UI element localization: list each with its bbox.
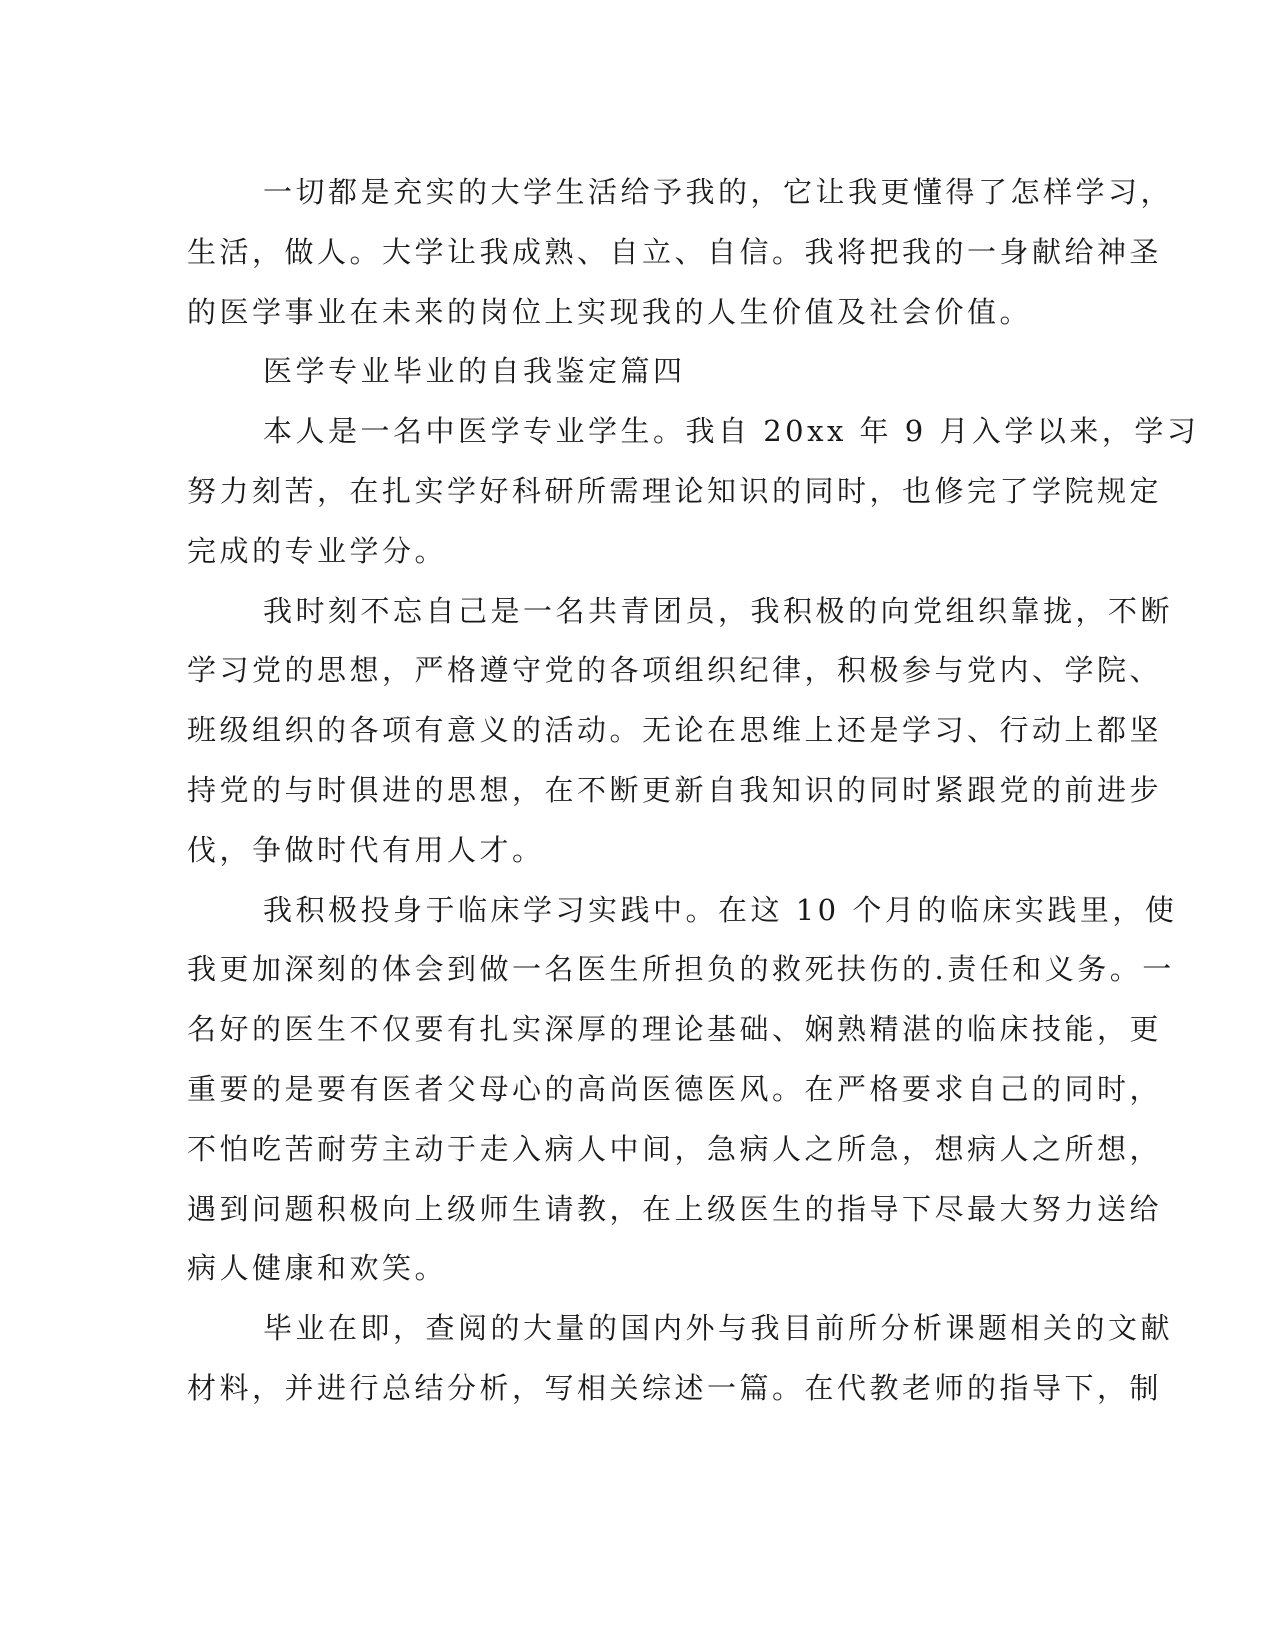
text-line: 努力刻苦，在扎实学好科研所需理论知识的同时，也修完了学院规定 <box>187 473 1163 508</box>
text-line: 材料，并进行总结分析，写相关综述一篇。在代教老师的指导下，制 <box>187 1370 1163 1405</box>
text-line: 遇到问题积极向上级师生请教，在上级医生的指导下尽最大努力送给 <box>187 1191 1163 1226</box>
text-line: 我积极投身于临床学习实践中。在这 10 个月的临床实践里，使 <box>263 892 1178 927</box>
text-line: 持党的与时俱进的思想，在不断更新自我知识的同时紧跟党的前进步 <box>187 772 1163 807</box>
text-line: 我时刻不忘自己是一名共青团员，我积极的向党组织靠拢，不断 <box>263 593 1174 628</box>
text-line: 重要的是要有医者父母心的高尚医德医风。在严格要求自己的同时， <box>187 1071 1163 1106</box>
text-line: 生活，做人。大学让我成熟、自立、自信。我将把我的一身献给神圣 <box>187 234 1163 269</box>
document-body <box>187 163 1200 1419</box>
text-line: 不怕吃苦耐劳主动于走入病人中间，急病人之所急，想病人之所想， <box>187 1131 1163 1166</box>
text-line: 病人健康和欢笑。 <box>187 1251 448 1286</box>
text-line: 的医学事业在未来的岗位上实现我的人生价值及社会价值。 <box>187 294 1033 329</box>
text-line: 本人是一名中医学专业学生。我自 20xx 年 9 月入学以来，学习 <box>263 414 1200 449</box>
text-line: 伐，争做时代有用人才。 <box>187 832 545 867</box>
text-line: 我更加深刻的体会到做一名医生所担负的救死扶伤的.责任和义务。一 <box>187 952 1175 987</box>
section-heading: 医学专业毕业的自我鉴定篇四 <box>263 354 686 389</box>
text-line: 一切都是充实的大学生活给予我的，它让我更懂得了怎样学习， <box>263 175 1174 209</box>
text-line: 完成的专业学分。 <box>187 533 448 568</box>
text-line: 毕业在即，查阅的大量的国内外与我目前所分析课题相关的文献 <box>263 1311 1174 1346</box>
text-line: 学习党的思想，严格遵守党的各项组织纪律，积极参与党内、学院、 <box>187 653 1163 688</box>
text-line: 班级组织的各项有意义的活动。无论在思维上还是学习、行动上都坚 <box>187 713 1163 748</box>
text-line: 名好的医生不仅要有扎实深厚的理论基础、娴熟精湛的临床技能，更 <box>187 1012 1163 1047</box>
